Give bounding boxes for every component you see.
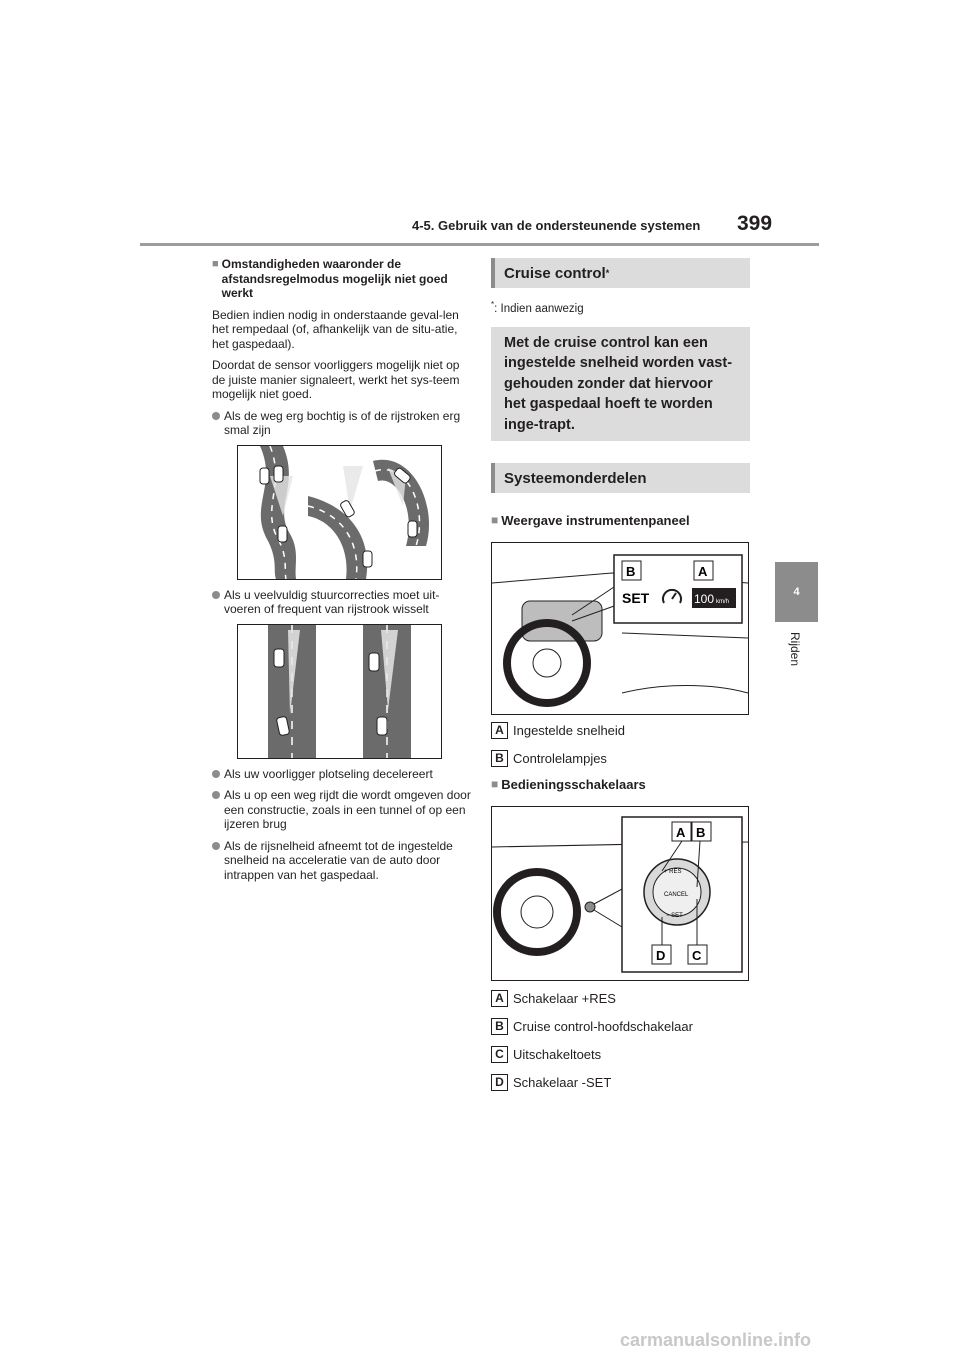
key-b-label: B (696, 825, 706, 841)
legend-item: A Ingestelde snelheid (491, 721, 750, 739)
conditions-heading: ■ Omstandigheden waaronder de afstandsregelmodus mogelijk niet goed werkt (212, 257, 448, 300)
bullet-steering: Als u veelvuldig stuurcorrecties moet uit-voeren of frequent van rijstrook wisselt (212, 588, 472, 617)
legend-item: B Controlelampjes (491, 749, 750, 767)
bullet-dot-icon (212, 412, 220, 420)
chapter-tab: 4 (775, 562, 818, 622)
key-b-label: B (626, 564, 636, 580)
system-components-heading: Systeemonderdelen (491, 463, 750, 493)
bullet-curvy-road: Als de weg erg bochtig is of de rijstroken erg smal zijn (212, 409, 472, 438)
paragraph-sensor: Doordat de sensor voorliggers mogelijk niet op de juiste manier signaleert, werkt het sys-teem mogelijk niet goed. (212, 358, 460, 401)
operating-switches-heading: ■ Bedieningsschakelaars (491, 777, 646, 793)
instrument-panel-legend (491, 721, 750, 767)
bullet-deceleration: Als uw voorligger plotseling decelereert (212, 767, 472, 782)
cancel-label: CANCEL (664, 892, 689, 899)
page-number: 399 (737, 212, 773, 235)
figure-operating-switches (491, 806, 749, 981)
legend-key: A (491, 722, 508, 739)
cruise-control-heading: Cruise control * (491, 258, 750, 288)
legend-item: B Cruise control-hoofdschakelaar (491, 1017, 750, 1035)
key-d-label: D (656, 948, 666, 964)
set-label: − SET (666, 913, 683, 920)
legend-key: B (491, 750, 508, 767)
bullet-dot-icon (212, 770, 220, 778)
legend-key: B (491, 1018, 508, 1035)
legend-key: C (491, 1046, 508, 1063)
curvy-roads-illustration (238, 446, 441, 579)
legend-key: D (491, 1074, 508, 1091)
bullet-dot-icon (212, 791, 220, 799)
figure-instrument-panel (491, 542, 749, 715)
square-bullet-icon: ■ (491, 513, 499, 528)
set-speed-value: 100 (694, 592, 715, 607)
legend-item: D Schakelaar -SET (491, 1073, 750, 1091)
bullet-acceleration: Als de rijsnelheid afneemt tot de ingestelde snelheid na acceleratie van de auto door intrappen van het gaspedaal. (212, 839, 472, 883)
figure-curvy-roads (237, 445, 442, 580)
instrument-panel-illustration (492, 543, 748, 714)
switches-illustration (492, 807, 748, 980)
left-column (212, 257, 472, 889)
availability-footnote: *: Indien aanwezig (491, 300, 584, 315)
figure-lane-change (237, 624, 442, 759)
right-column (491, 258, 750, 1101)
watermark: carmanualsonline.info (620, 1330, 812, 1350)
bullet-dot-icon (212, 842, 220, 850)
bullet-tunnel: Als u op een weg rijdt die wordt omgeven door een constructie, zoals in een tunnel of op een ijzeren brug (212, 788, 472, 832)
key-a-label: A (698, 564, 708, 580)
square-bullet-icon: ■ (491, 777, 499, 792)
section-title: 4-5. Gebruik van de ondersteunende systemen (412, 218, 701, 233)
key-c-label: C (692, 948, 702, 964)
lane-change-illustration (238, 625, 441, 758)
switches-legend (491, 989, 750, 1091)
square-bullet-icon: ■ (212, 258, 219, 270)
intro-box: Met de cruise control kan een ingestelde snelheid worden vast-gehouden zonder dat hiervoor het gaspedaal hoeft te worden inge-trapt. (491, 327, 750, 442)
set-indicator: SET (622, 590, 650, 607)
legend-item: C Uitschakeltoets (491, 1045, 750, 1063)
paragraph-pedal: Bedien indien nodig in onderstaande geval-len het rempedaal (of, afhankelijk van de situ-atie, het gaspedaal). (212, 307, 459, 351)
res-label: + RES (664, 869, 682, 876)
legend-key: A (491, 990, 508, 1007)
bullet-dot-icon (212, 591, 220, 599)
chapter-label: Rijden (788, 632, 802, 667)
header-rule (140, 243, 819, 246)
speed-unit: km/h (716, 599, 730, 606)
legend-item: A Schakelaar +RES (491, 989, 750, 1007)
instrument-panel-heading: ■ Weergave instrumentenpaneel (491, 513, 690, 529)
key-a-label: A (676, 825, 686, 841)
